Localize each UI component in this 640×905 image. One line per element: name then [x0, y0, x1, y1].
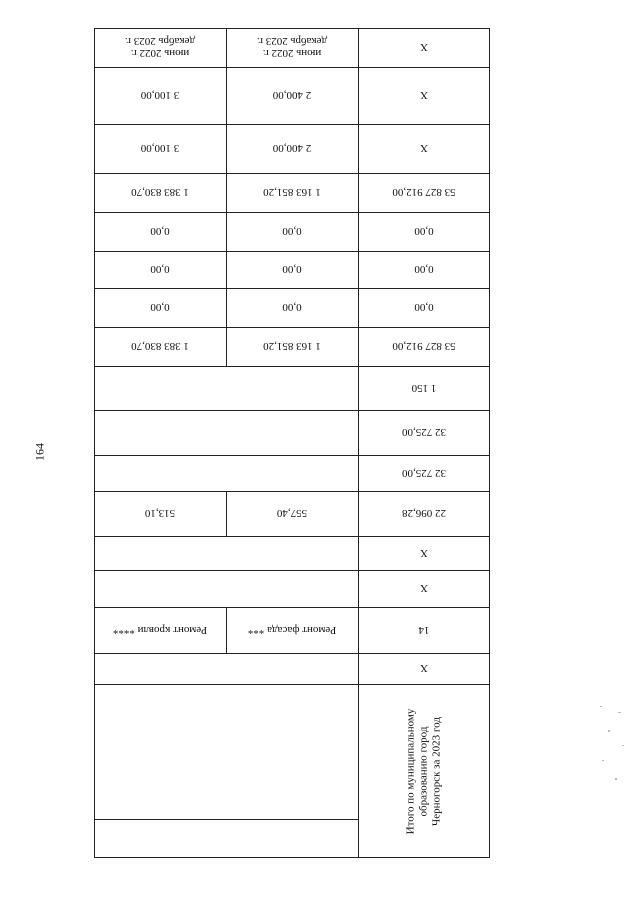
cell-col2: 557,40	[276, 507, 308, 520]
cell-col2: 0,00	[282, 263, 302, 276]
cell-col2: 0,00	[282, 301, 302, 314]
cell-col2: 1 163 851,20	[263, 340, 321, 353]
cell-col3: 0,00	[150, 263, 170, 276]
cell-merged	[94, 536, 358, 570]
row-divider	[94, 819, 358, 820]
cell-col3: 3 100,00	[140, 142, 180, 155]
cell-col3: Ремонт кровли ****	[112, 624, 208, 636]
cell-col1: Х	[420, 41, 428, 54]
cell-merged	[94, 653, 358, 684]
scan-speck	[608, 730, 610, 732]
cell-col2: 2 400,00	[272, 142, 312, 155]
cell-col1: 0,00	[414, 225, 434, 238]
cell-col1: 32 725,00	[402, 467, 446, 479]
cell-col3: 1 383 830,70	[131, 340, 189, 353]
cell-col2: 0,00	[282, 225, 302, 238]
cell-merged	[94, 366, 358, 410]
cell-col2: Ремонт фасада ***	[247, 624, 337, 636]
scan-speck	[622, 745, 624, 746]
cell-col2: июнь 2022 г. декабрь 2023 г.	[256, 35, 328, 60]
cell-col1: 53 827 912,00	[392, 186, 456, 199]
cell-col1: 1 150	[411, 382, 437, 394]
cell-col1: 22 096,28	[402, 507, 446, 520]
cell-merged	[94, 455, 358, 491]
cell-merged	[94, 410, 358, 455]
cell-col1: Х	[420, 89, 428, 102]
total-label: Итого по муниципальному образованию город Черногорск за 2023 год	[404, 708, 443, 834]
cell-col1: 14	[418, 624, 430, 636]
total-label-cell	[358, 684, 490, 858]
cell-col3: 1 383 830,70	[131, 186, 189, 199]
page-number: 164	[32, 443, 47, 461]
cell-merged	[94, 570, 358, 607]
cell-col1: 53 827 912,00	[392, 340, 456, 353]
cell-col3: июнь 2022 г. декабрь 2023 г.	[124, 35, 196, 60]
scan-speck	[602, 760, 604, 761]
cell-col3: 513,10	[144, 507, 176, 520]
cell-col2: 1 163 851,20	[263, 186, 321, 199]
scan-speck	[600, 706, 602, 707]
cell-col2: 2 400,00	[272, 89, 312, 102]
cell-col1: Х	[420, 662, 428, 675]
cell-col1: Х	[420, 142, 428, 155]
cell-col1: Х	[420, 547, 428, 559]
scan-speck	[615, 778, 617, 780]
cell-col1: Х	[420, 582, 428, 595]
cell-col3: 0,00	[150, 301, 170, 314]
scan-speck	[618, 712, 621, 713]
cell-col3: 3 100,00	[140, 89, 180, 102]
cell-col1: 32 725,00	[402, 426, 446, 439]
cell-col1: 0,00	[414, 263, 434, 276]
cell-col3: 0,00	[150, 225, 170, 238]
cell-col1: 0,00	[414, 301, 434, 314]
